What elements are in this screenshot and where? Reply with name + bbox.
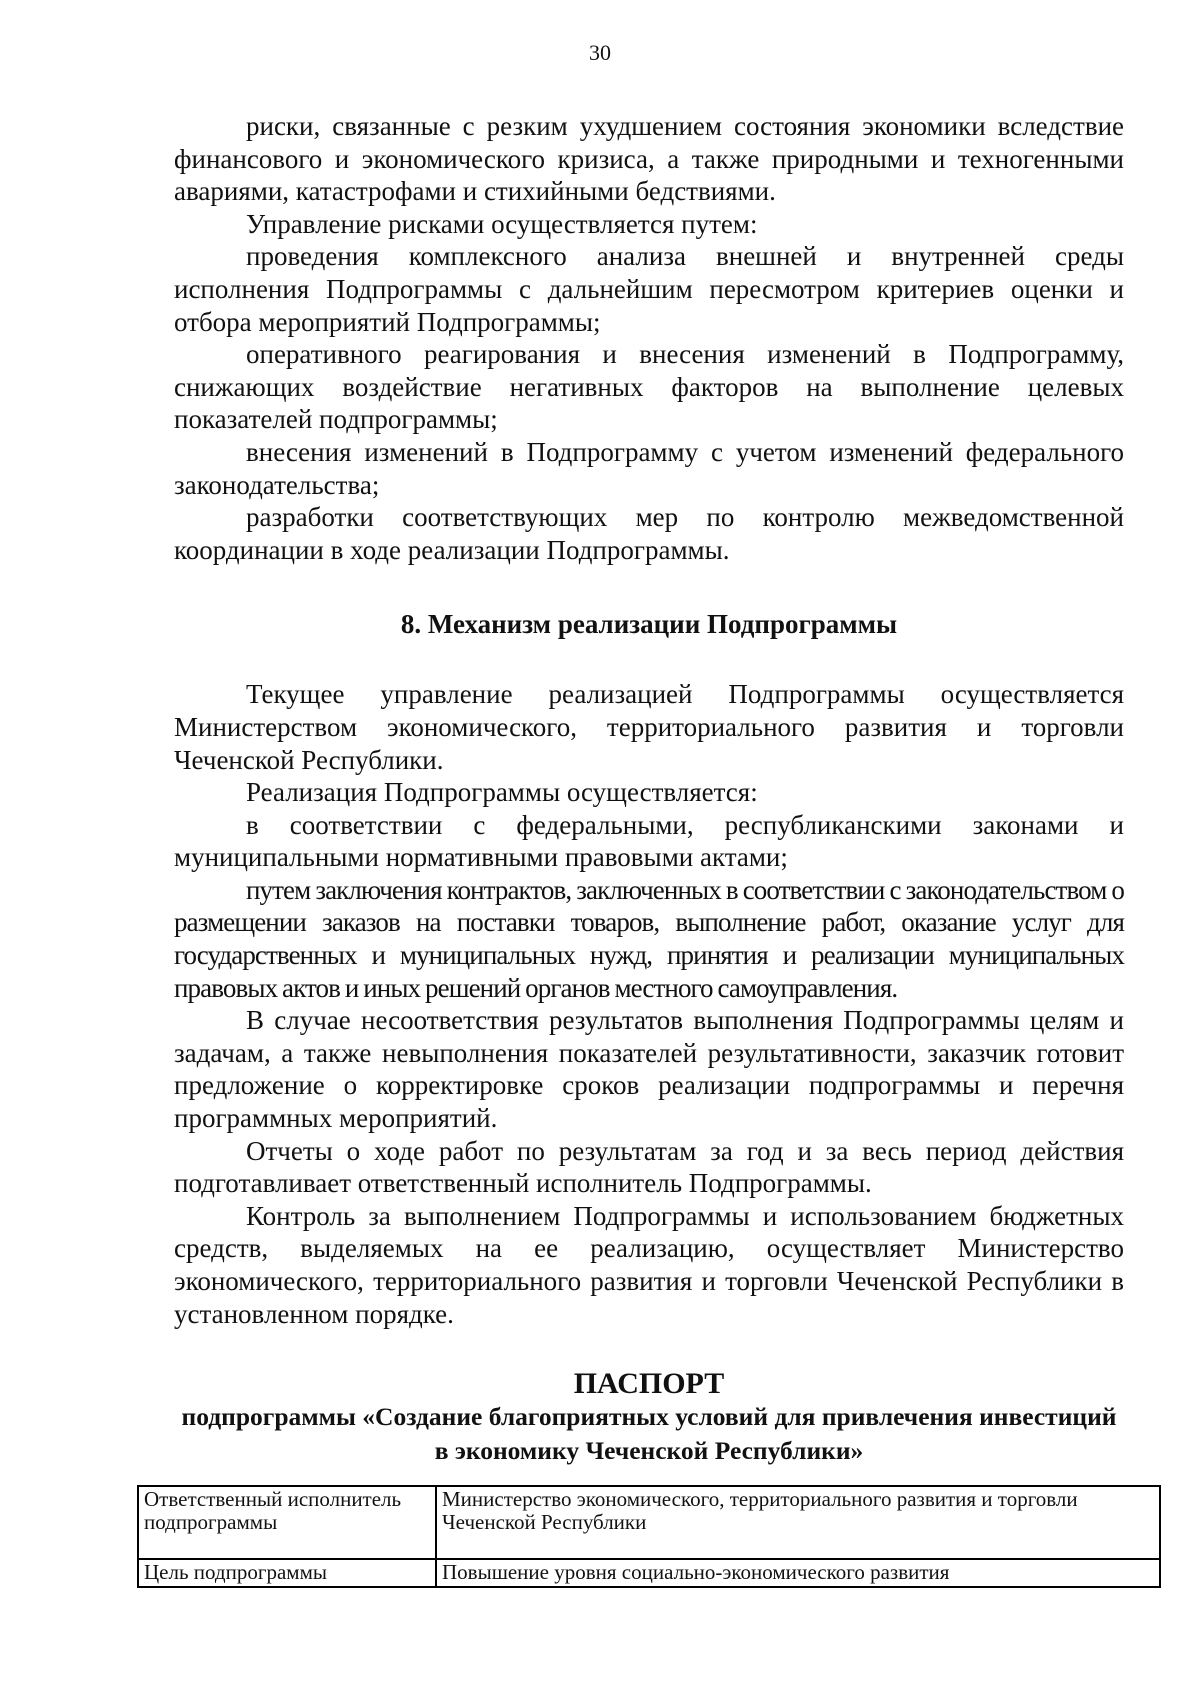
table-cell-label: Ответственный исполнитель подпрограммы [138,1486,436,1559]
paragraph: Реализация Подпрограммы осуществляется: [246,777,758,808]
paragraph: разработки соответствующих мер по контролю межведомственной координации в ходе реализации Подпрограммы. [174,502,1124,565]
table-row [138,1559,1160,1587]
passport-title: ПАСПОРТ [573,1367,725,1401]
passport-table [137,1485,1161,1588]
paragraph: Текущее управление реализацией Подпрограммы осуществляется Министерством экономического, территориального развития и торговли Чеченской Республики. [174,679,1124,775]
paragraph: риски, связанные с резким ухудшением состояния экономики вследствие финансового и экономического кризиса, а также природными и техногенными авариями, катастрофами и стихийными бедствиями. [174,111,1124,207]
table-row [138,1486,1160,1559]
paragraph: проведения комплексного анализа внешней и внутренней среды исполнения Подпрограммы с дальнейшим пересмотром критериев оценки и отбора мероприятий Подпрограммы; [174,241,1124,337]
paragraph: Управление рисками осуществляется путем: [246,208,758,239]
paragraph: Отчеты о ходе работ по результатам за год и за весь период действия подготавливает ответственный исполнитель Подпрограммы. [174,1135,1124,1199]
paragraph: в соответствии с федеральными, республиканскими законами и муниципальными нормативными правовыми актами; [174,809,1124,873]
table-cell-value: Повышение уровня социально-экономического развития [436,1559,1160,1587]
section-heading: 8. Механизм реализации Подпрограммы [400,609,898,640]
paragraph: внесения изменений в Подпрограмму с учетом изменений федерального законодательства; [174,436,1124,500]
table-cell-label: Цель подпрограммы [138,1559,436,1587]
document-body [174,110,1124,1468]
page-number: 30 [589,40,611,65]
paragraph: оперативного реагирования и внесения изменений в Подпрограмму, снижающих воздействие негативных факторов на выполнение целевых показателей подпрограммы; [174,339,1124,435]
paragraph: В случае несоответствия результатов выполнения Подпрограммы целям и задачам, а также невыполнения показателей результативности, заказчик готовит предложение о корректировке сроков реализации подпрограммы и перечня программных мероприятий. [174,1005,1124,1134]
paragraph: Контроль за выполнением Подпрограммы и использованием бюджетных средств, выделяемых на ее реализацию, осуществляет Министерство экономического, территориального развития и торговли Чеченской Республики в установленном порядке. [174,1200,1124,1329]
table-cell-value: Министерство экономического, территориального развития и торговли Чеченской Республики [436,1486,1160,1559]
paragraph: путем заключения контрактов, заключенных в соответствии с законодательством о размещении заказов на поставки товаров, выполнение работ, оказание услуг для государственных и муниципальных нужд, принятия и реализации муниципальных правовых актов и иных решений органов местного самоуправления. [174,874,1124,1003]
passport-subtitle: подпрограммы «Создание благоприятных условий для привлечения инвестиций в экономику Чеченской Республики» [181,1402,1117,1466]
